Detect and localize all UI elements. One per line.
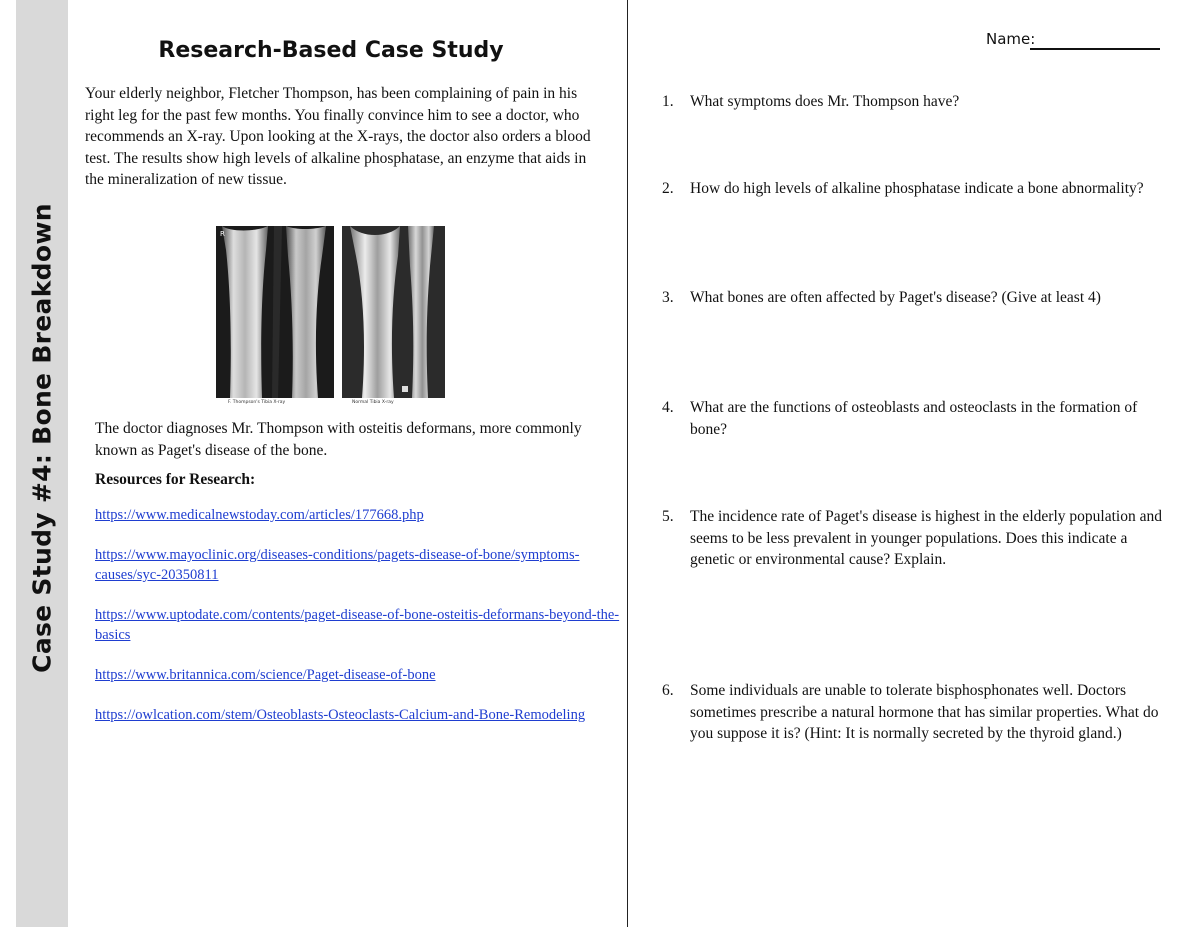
question-number: 1. (662, 93, 674, 110)
question-text: The incidence rate of Paget's disease is highest in the elderly population and seems to be less prevalent in younger populations. Does this indicate a genetic or environmental cause? Explain. (690, 508, 1162, 569)
intro-paragraph: Your elderly neighbor, Fletcher Thompson, has been complaining of pain in his right leg for the past few months. You finally convince him to see a doctor, who recommends an X-ray. Upon looking at the X-rays, the doctor also orders a blood test. The results show high levels of alkaline phosphatase, an enzyme that aids in the mineralization of new tissue. (85, 85, 591, 189)
xray-image-patient (216, 226, 334, 398)
xray-caption-normal: Normal Tibia X-ray (352, 400, 394, 405)
question-2 (662, 178, 1162, 200)
question-text: What bones are often affected by Paget's disease? (Give at least 4) (690, 289, 1101, 306)
sidebar-vertical-title: Case Study #4: Bone Breakdown (27, 203, 57, 673)
question-text: What symptoms does Mr. Thompson have? (690, 93, 960, 110)
diagnosis-paragraph: The doctor diagnoses Mr. Thompson with osteitis deformans, more commonly known as Paget's disease of the bone. (95, 420, 582, 459)
resource-link-britannica[interactable]: https://www.britannica.com/science/Paget-disease-of-bone (95, 667, 436, 683)
question-text: How do high levels of alkaline phosphatase indicate a bone abnormality? (690, 180, 1144, 197)
resources-heading: Resources for Research: (95, 471, 256, 488)
svg-text:R: R (220, 230, 225, 238)
question-4 (662, 397, 1162, 440)
question-6 (662, 680, 1162, 745)
question-number: 2. (662, 180, 674, 197)
xray-normal-graphic (342, 226, 445, 398)
resource-link-mayoclinic[interactable]: https://www.mayoclinic.org/diseases-conditions/pagets-disease-of-bone/symptoms-causes/syc-20350811 (95, 547, 580, 583)
name-field-line[interactable] (1030, 48, 1160, 50)
resource-link-uptodate[interactable]: https://www.uptodate.com/contents/paget-disease-of-bone-osteitis-deformans-beyond-the-basics (95, 607, 620, 643)
question-number: 4. (662, 399, 674, 416)
xray-patient-graphic (216, 226, 334, 398)
question-5 (662, 506, 1162, 571)
question-number: 6. (662, 682, 674, 699)
question-number: 3. (662, 289, 674, 306)
xray-image-normal (342, 226, 445, 398)
page-title: Research-Based Case Study (158, 38, 504, 63)
question-text: What are the functions of osteoblasts and osteoclasts in the formation of bone? (690, 399, 1138, 438)
column-divider (627, 0, 628, 927)
question-number: 5. (662, 508, 674, 525)
question-text: Some individuals are unable to tolerate bisphosphonates well. Doctors sometimes prescribe a natural hormone that has similar properties. What do you suppose it is? (Hint: It is normally secreted by the thyroid gland.) (690, 682, 1159, 743)
question-3 (662, 287, 1162, 309)
resource-link-owlcation[interactable]: https://owlcation.com/stem/Osteoblasts-Osteoclasts-Calcium-and-Bone-Remodeling (95, 707, 586, 723)
question-1 (662, 91, 1162, 113)
xray-caption-patient: F. Thompson's Tibia X-ray (228, 400, 286, 405)
resource-link-medicalnewstoday[interactable]: https://www.medicalnewstoday.com/articles/177668.php (95, 507, 424, 523)
name-label: Name: (986, 30, 1036, 48)
